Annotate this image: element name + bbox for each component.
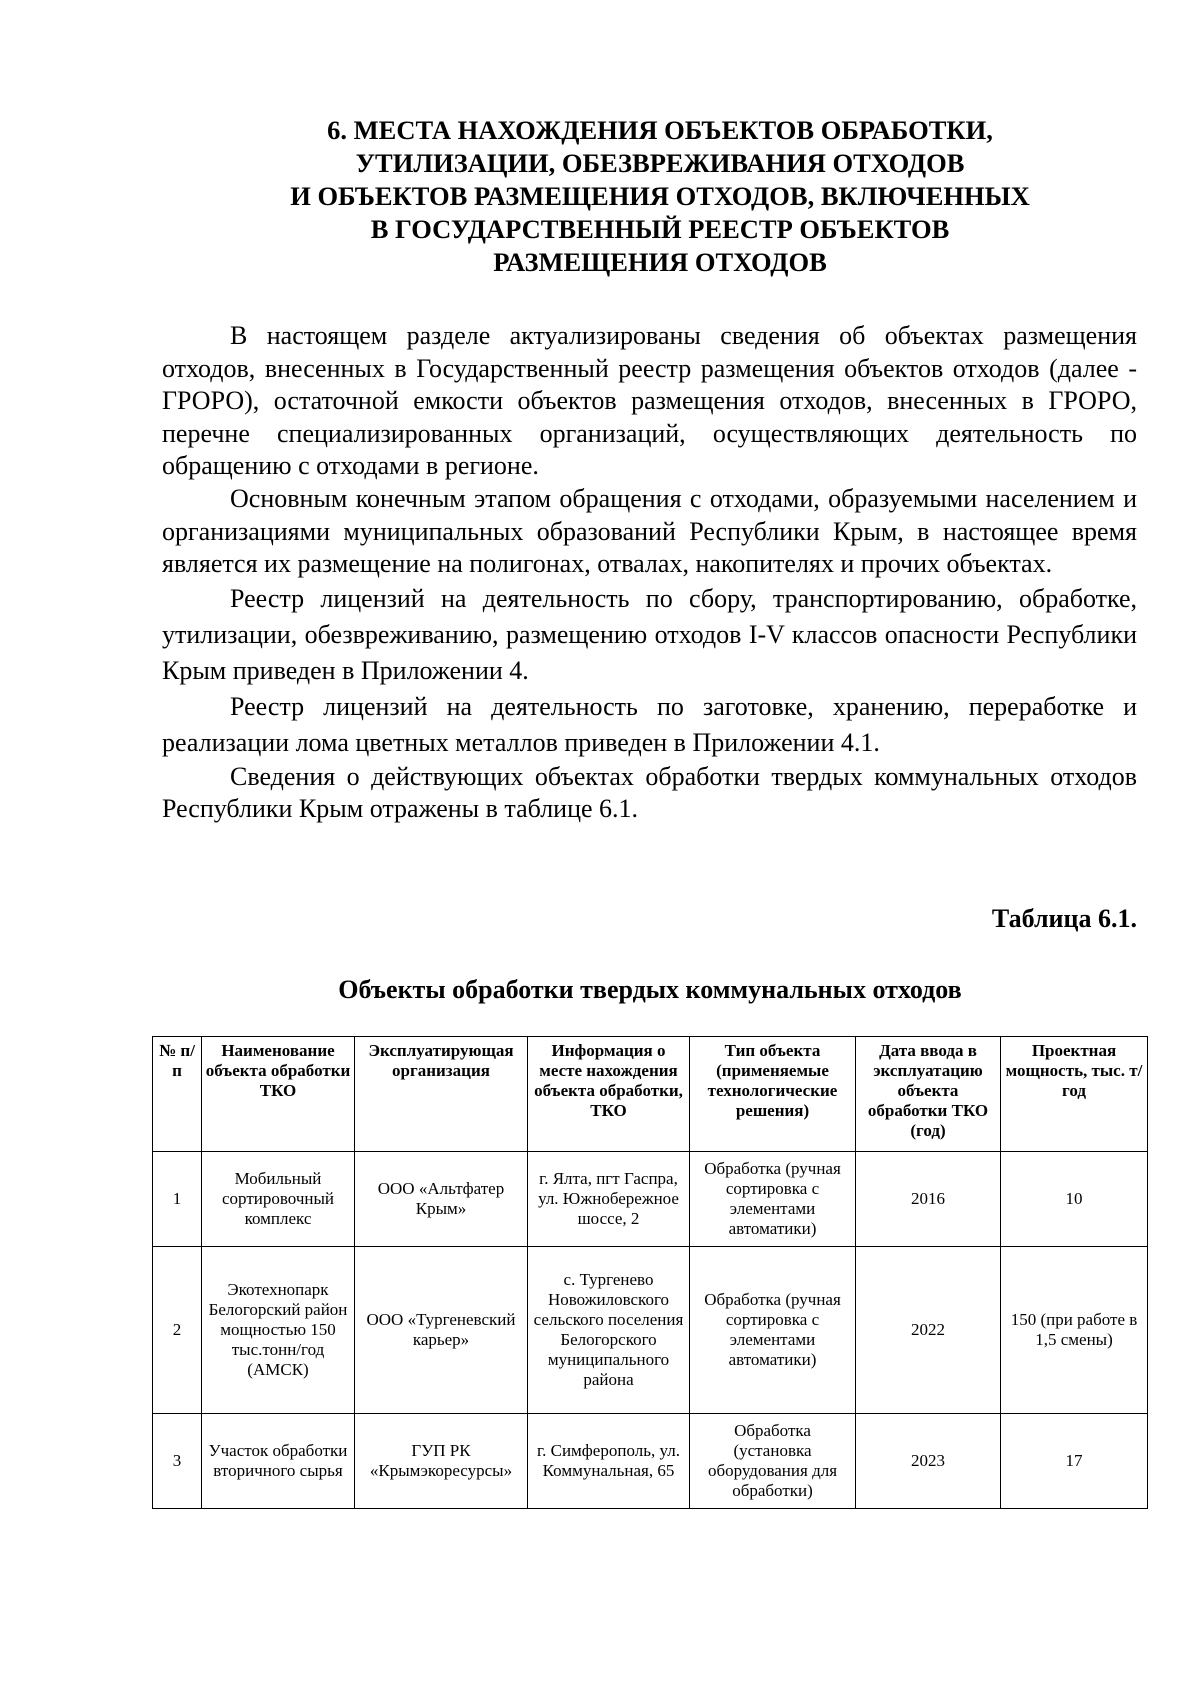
- heading-line: И ОБЪЕКТОВ РАЗМЕЩЕНИЯ ОТХОДОВ, ВКЛЮЧЕННЫХ: [290, 181, 1030, 211]
- header-cell-capacity: Проектная мощность, тыс. т/год: [1001, 1037, 1148, 1152]
- heading-line: 6. МЕСТА НАХОЖДЕНИЯ ОБЪЕКТОВ ОБРАБОТКИ,: [327, 115, 993, 145]
- cell-date: 2016: [856, 1152, 1001, 1247]
- paragraph: Сведения о действующих объектах обработки твердых коммунальных отходов Республики Крым отражены в таблице 6.1.: [162, 761, 1137, 824]
- cell-location: г. Симферополь, ул. Коммунальная, 65: [528, 1414, 690, 1509]
- cell-capacity: 150 (при работе в 1,5 смены): [1001, 1247, 1148, 1414]
- heading-line: В ГОСУДАРСТВЕННЫЙ РЕЕСТР ОБЪЕКТОВ: [370, 214, 950, 244]
- body-text: [162, 320, 1137, 826]
- header-cell-number: № п/п: [153, 1037, 202, 1152]
- table-row: [153, 1152, 1148, 1247]
- cell-date: 2023: [856, 1414, 1001, 1509]
- cell-capacity: 17: [1001, 1414, 1148, 1509]
- cell-operator: ГУП РК «Крымэкоресурсы»: [355, 1414, 528, 1509]
- cell-type: Обработка (установка оборудования для обработки): [690, 1414, 856, 1509]
- cell-location: г. Ялта, пгт Гаспра, ул. Южнобережное шоссе, 2: [528, 1152, 690, 1247]
- cell-operator: ООО «Альтфатер Крым»: [355, 1152, 528, 1247]
- cell-operator: ООО «Тургеневский карьер»: [355, 1247, 528, 1414]
- table-header-row: [153, 1037, 1148, 1152]
- cell-type: Обработка (ручная сортировка с элементами автоматики): [690, 1152, 856, 1247]
- cell-type: Обработка (ручная сортировка с элементами автоматики): [690, 1247, 856, 1414]
- table-title: Объекты обработки твердых коммунальных отходов: [338, 975, 962, 1004]
- paragraph: Основным конечным этапом обращения с отходами, образуемыми населением и организациями муниципальных образований Республики Крым, в настоящее время является их размещение на полигонах, отвалах, накопителях и прочих объектах.: [162, 483, 1137, 579]
- paragraph: Реестр лицензий на деятельность по сбору, транспортированию, обработке, утилизации, обезвреживанию, размещению отходов I-V классов опасности Республики Крым приведен в Приложении 4.: [162, 583, 1137, 685]
- paragraph: В настоящем разделе актуализированы сведения об объектах размещения отходов, внесенных в Государственный реестр размещения объектов отходов (далее - ГРОРО), остаточной емкости объектов размещения отходов, внесенных в ГРОРО, перечне специализированных организаций, осуществляющих деятельность по обращению с отходами в регионе.: [162, 321, 1137, 481]
- cell-location: с. Тургенево Новожиловского сельского поселения Белогорского муниципального района: [528, 1247, 690, 1414]
- facilities-table: [152, 1036, 1148, 1509]
- table-label: Таблица 6.1.: [991, 904, 1137, 933]
- cell-name: Участок обработки вторичного сырья: [202, 1414, 355, 1509]
- header-cell-name: Наименование объекта обработки ТКО: [202, 1037, 355, 1152]
- cell-number: 3: [153, 1414, 202, 1509]
- cell-name: Мобильный сортировочный комплекс: [202, 1152, 355, 1247]
- table-row: [153, 1414, 1148, 1509]
- paragraph: Реестр лицензий на деятельность по заготовке, хранению, переработке и реализации лома цветных металлов приведен в Приложении 4.1.: [162, 691, 1137, 757]
- cell-number: 2: [153, 1247, 202, 1414]
- cell-capacity: 10: [1001, 1152, 1148, 1247]
- heading-line: РАЗМЕЩЕНИЯ ОТХОДОВ: [493, 247, 827, 277]
- header-cell-type: Тип объекта (применяемые технологические решения): [690, 1037, 856, 1152]
- header-cell-location: Информация о месте нахождения объекта обработки, ТКО: [528, 1037, 690, 1152]
- section-heading: [160, 114, 1160, 279]
- cell-number: 1: [153, 1152, 202, 1247]
- table-row: [153, 1247, 1148, 1414]
- heading-line: УТИЛИЗАЦИИ, ОБЕЗВРЕЖИВАНИЯ ОТХОДОВ: [355, 148, 965, 178]
- header-cell-operator: Эксплуатирующая организация: [355, 1037, 528, 1152]
- cell-date: 2022: [856, 1247, 1001, 1414]
- cell-name: Экотехнопарк Белогорский район мощностью 150 тыс.тонн/год (АМСК): [202, 1247, 355, 1414]
- header-cell-date: Дата ввода в эксплуатацию объекта обработки ТКО (год): [856, 1037, 1001, 1152]
